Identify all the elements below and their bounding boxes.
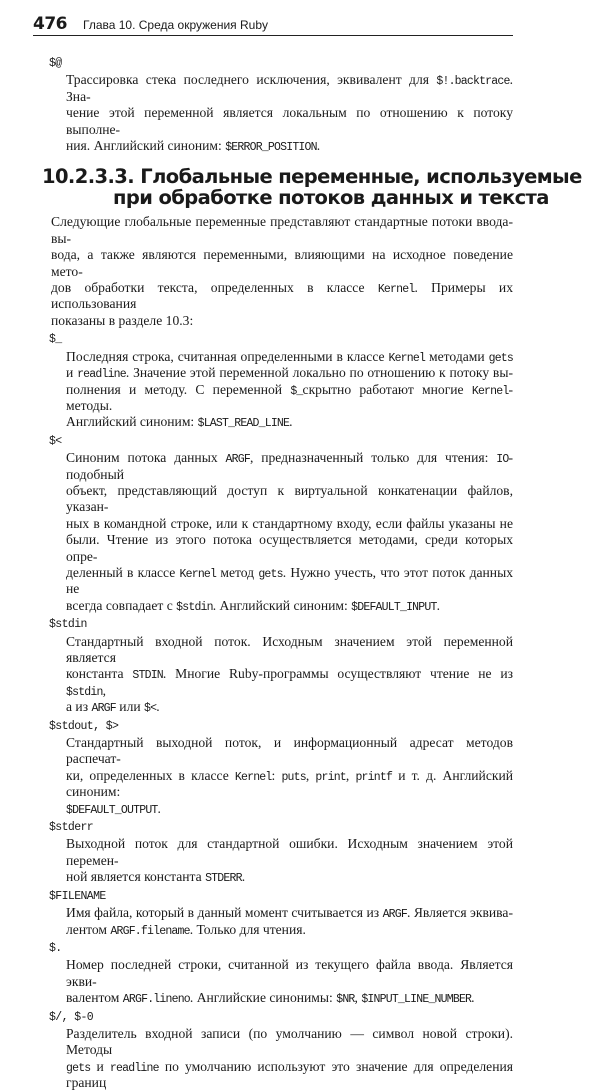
- code-identifier: $INPUT_LINE_NUMBER: [361, 993, 472, 1007]
- code-identifier: ARGF: [225, 453, 250, 467]
- variable-description: [66, 1026, 513, 1092]
- text-run: ной является константа: [66, 869, 206, 885]
- text-run: . Только для чтения.: [189, 921, 306, 937]
- code-identifier: $LAST_READ_LINE: [197, 417, 290, 431]
- text-line: [66, 598, 513, 614]
- text-line: [66, 666, 513, 699]
- code-identifier: $DEFAULT_INPUT: [351, 600, 437, 614]
- text-run: Синоним потока данных: [66, 450, 226, 466]
- code-identifier: readline: [109, 1061, 159, 1075]
- text-run: вода, а также являются переменными, влияющими на исходное поведение мето-: [51, 247, 513, 279]
- section-number: 10.2.3.3.: [42, 165, 135, 189]
- code-identifier: ARGF: [382, 908, 407, 922]
- text-run: лентом: [66, 921, 111, 937]
- text-line: [51, 280, 513, 313]
- chapter-title: Глава 10. Среда окружения Ruby: [83, 18, 268, 32]
- text-run: . Английский синоним:: [212, 597, 352, 613]
- code-identifier: $<: [144, 702, 157, 716]
- code-identifier: $_: [290, 384, 303, 398]
- text-run: . Английские синонимы:: [189, 990, 337, 1006]
- code-identifier: STDERR: [205, 872, 242, 886]
- text-line: [51, 313, 513, 329]
- text-run: по умолчанию используют это значение для определения границ: [66, 1058, 514, 1091]
- text-line: [66, 1059, 513, 1092]
- text-line: [66, 922, 513, 938]
- text-run: Номер последней строки, считанной из текущего файла ввода. Является экви-: [66, 957, 513, 989]
- text-line: [66, 990, 513, 1006]
- text-run: . Значение этой переменной локально по отношению к потоку вы-: [125, 365, 513, 381]
- text-line: [66, 957, 513, 990]
- text-run: ки, определенных в классе: [66, 767, 235, 783]
- text-run: Выходной поток для стандартной ошибки. Исходным значением этой перемен-: [66, 836, 513, 868]
- text-run: метод: [216, 564, 259, 580]
- text-run: .: [289, 414, 293, 430]
- variable-term: $stderr: [49, 821, 94, 835]
- text-run: и: [66, 365, 78, 381]
- text-run: или: [115, 699, 145, 715]
- text-run: валентом: [66, 990, 123, 1006]
- code-identifier: gets: [258, 567, 283, 581]
- text-run: скрытно работают многие: [302, 381, 472, 397]
- text-line: [66, 532, 513, 565]
- text-run: а из: [66, 699, 92, 715]
- text-run: :: [271, 767, 282, 783]
- text-line: [66, 836, 513, 869]
- text-run: . Примеры их использования: [51, 280, 513, 312]
- text-run: показаны в разделе 10.3:: [51, 312, 194, 328]
- variable-description: [66, 450, 513, 614]
- section-title-line1: Глобальные переменные, используемые: [140, 165, 582, 189]
- variable-term: $_: [49, 333, 62, 347]
- text-run: ,: [345, 767, 356, 783]
- text-run: Стандартный выходной поток, и информационный адресат методов распечат-: [66, 735, 513, 767]
- code-identifier: Kernel: [471, 384, 509, 398]
- text-run: . Зна-: [66, 72, 513, 104]
- variable-description: [66, 634, 513, 716]
- text-run: .: [157, 800, 161, 816]
- text-run: .: [471, 990, 475, 1006]
- code-identifier: puts: [281, 770, 306, 784]
- variable-term: $FILENAME: [49, 889, 106, 903]
- variable-list: [0, 332, 600, 1091]
- text-line: [66, 483, 513, 516]
- page-body: [0, 53, 600, 1092]
- variable-description: [66, 905, 513, 938]
- text-line: [66, 72, 513, 105]
- text-run: .: [156, 699, 160, 715]
- code-identifier: $DEFAULT_OUTPUT: [66, 803, 158, 817]
- text-line: [66, 735, 513, 768]
- code-identifier: Kernel: [377, 283, 415, 297]
- text-run: методами: [425, 348, 489, 364]
- text-line: [66, 516, 513, 532]
- text-run: Стандартный входной поток. Исходным значением этой переменной является: [66, 633, 513, 665]
- running-header: [33, 14, 513, 36]
- text-line: [66, 138, 513, 154]
- variable-term: $@: [49, 57, 62, 70]
- variable-term: $.: [49, 941, 62, 955]
- text-run: -методы.: [66, 381, 513, 413]
- code-identifier: ARGF.lineno: [122, 993, 190, 1007]
- code-identifier: ARGF: [91, 702, 116, 716]
- text-run: Разделитель входной записи (по умолчанию — символ новой строки). Методы: [66, 1025, 513, 1058]
- text-run: ,: [102, 682, 107, 698]
- text-line: [66, 414, 513, 430]
- variable-description: [66, 349, 513, 431]
- code-identifier: print: [315, 770, 346, 784]
- variable-term: $stdin: [49, 618, 87, 632]
- section-title-line2: при обработке потоков данных и текста: [113, 186, 549, 210]
- text-run: всегда совпадает с: [66, 597, 177, 613]
- text-run: и: [90, 1058, 110, 1074]
- variable-description: [66, 957, 513, 1006]
- text-line: [66, 450, 513, 483]
- text-run: -подобный: [66, 450, 514, 482]
- text-run: ных в командной строке, или к стандартному входу, если файлы указаны не: [66, 515, 513, 531]
- text-line: [66, 365, 513, 381]
- text-line: [66, 634, 513, 667]
- text-line: [66, 905, 513, 921]
- code-identifier: IO: [496, 453, 509, 467]
- text-run: ,: [305, 767, 316, 783]
- text-run: .: [241, 869, 246, 885]
- variable-description: [66, 72, 513, 154]
- text-run: деленный в классе: [66, 564, 180, 580]
- text-line: [66, 699, 513, 715]
- intro-paragraph: [51, 214, 513, 329]
- code-identifier: $NR: [336, 993, 355, 1007]
- text-line: [66, 1026, 513, 1059]
- code-identifier: STDIN: [132, 669, 163, 683]
- text-run: константа: [66, 666, 133, 682]
- code-identifier: Kernel: [388, 351, 426, 365]
- text-run: . Является эквива-: [406, 905, 513, 921]
- page-number: 476: [33, 14, 67, 34]
- text-line: [66, 349, 513, 365]
- text-line: [51, 247, 513, 280]
- variable-term: $<: [49, 434, 62, 448]
- text-run: и т. д. Английский синоним:: [66, 767, 514, 800]
- text-run: Последняя строка, считанная определенными в классе: [66, 348, 389, 364]
- text-run: объект, представляющий доступ к виртуальной конкатенации файлов, указан-: [66, 482, 513, 515]
- text-run: , предназначенный только для чтения:: [249, 450, 497, 466]
- text-line: [51, 214, 513, 247]
- text-run: дов обработки текста, определенных в классе: [51, 280, 378, 296]
- text-line: [66, 105, 513, 138]
- text-run: были. Чтение из этого потока осуществляется методами, среди которых опре-: [66, 532, 513, 564]
- text-run: полнения и методу. С переменной: [66, 381, 291, 397]
- variable-term: $/, $-0: [49, 1010, 94, 1024]
- code-identifier: ARGF.filename: [110, 924, 190, 938]
- text-run: ,: [354, 990, 362, 1006]
- text-run: Английский синоним:: [66, 414, 198, 430]
- code-identifier: $stdin: [66, 685, 103, 699]
- code-identifier: Kernel: [234, 770, 272, 784]
- variable-description: [66, 836, 513, 885]
- code-identifier: Kernel: [179, 567, 217, 581]
- text-run: Имя файла, который в данный момент считывается из: [66, 905, 383, 921]
- code-identifier: $stdin: [176, 600, 213, 614]
- variable-description: [66, 735, 513, 817]
- code-identifier: printf: [355, 770, 393, 784]
- text-run: Следующие глобальные переменные представляют стандартные потоки ввода-вы-: [51, 214, 513, 246]
- text-run: . Нужно учесть, что этот поток данных не: [66, 564, 513, 597]
- text-run: ния. Английский синоним:: [66, 138, 226, 154]
- text-line: [66, 869, 513, 885]
- text-run: . Многие Ruby-программы осуществляют чтение не из: [162, 666, 513, 682]
- code-identifier: gets: [488, 351, 513, 365]
- code-identifier: $ERROR_POSITION: [225, 141, 317, 155]
- variable-term: $stdout, $>: [49, 719, 119, 733]
- code-identifier: $!.backtrace: [436, 75, 510, 89]
- code-identifier: gets: [66, 1061, 91, 1075]
- text-line: [66, 382, 513, 415]
- text-line: [66, 801, 513, 817]
- text-run: чение этой переменной является локальным по отношению к потоку выполне-: [66, 105, 513, 137]
- text-run: .: [436, 597, 440, 613]
- text-run: .: [316, 138, 321, 154]
- code-identifier: readline: [77, 368, 126, 382]
- section-heading: [42, 166, 600, 208]
- text-line: [66, 768, 513, 801]
- text-run: Трассировка стека последнего исключения, эквивалент для: [66, 72, 437, 88]
- text-line: [66, 565, 513, 598]
